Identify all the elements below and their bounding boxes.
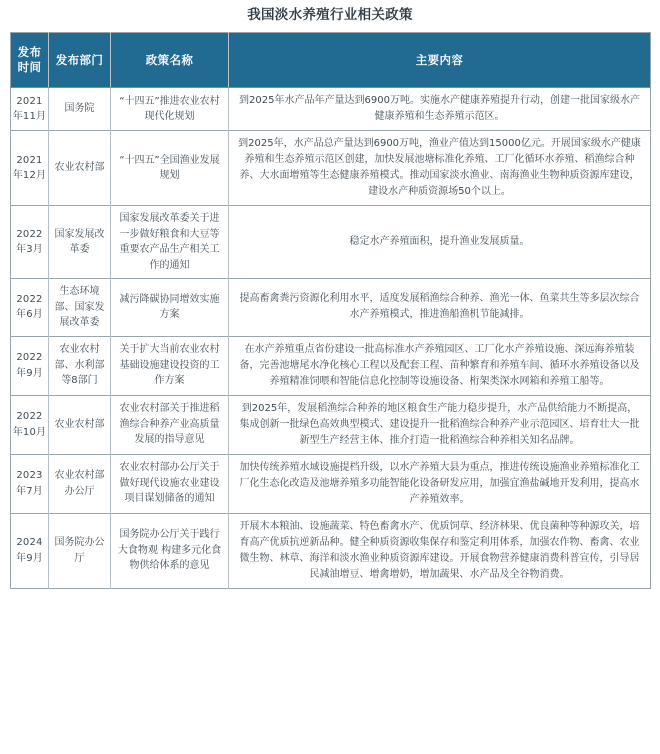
- cell-publish-time: 2024年9月: [11, 513, 49, 588]
- table-row: [11, 336, 651, 395]
- cell-policy-name: 农业农村部关于推进稻渔综合种养产业高质量发展的指导意见: [111, 395, 229, 454]
- page-title: 我国淡水养殖行业相关政策: [247, 7, 413, 23]
- cell-publish-time: 2022年10月: [11, 395, 49, 454]
- cell-department: 农业农村部、水利部等8部门: [49, 336, 111, 395]
- cell-policy-name: “十四五”全国渔业发展规划: [111, 131, 229, 206]
- cell-publish-time: 2022年3月: [11, 206, 49, 279]
- table-row: [11, 279, 651, 337]
- column-header-time-line2: 时间: [17, 60, 42, 74]
- cell-policy-name: 减污降碳协同增效实施方案: [111, 279, 229, 337]
- cell-main-content: 到2025年，水产品总产量达到6900万吨，渔业产值达到15000亿元。开展国家级水产健康养殖和生态养殖示范区创建，加快发展池塘标准化养殖、工厂化循环水养殖、稻渔综合种养、大水面增殖等生态健康养殖模式。推动国家淡水渔业、南海渔业生物种质资源库建设，建设水产种质资源场50个以上。: [229, 131, 651, 206]
- cell-department: 国务院办公厅: [49, 513, 111, 588]
- cell-main-content: 提高畜禽粪污资源化利用水平，适度发展稻渔综合种养、渔光一体、鱼菜共生等多层次综合水产养殖模式，推进渔船渔机节能减排。: [229, 279, 651, 337]
- cell-main-content: 到2025年水产品年产量达到6900万吨。实施水产健康养殖提升行动，创建一批国家级水产健康养殖和生态养殖示范区。: [229, 88, 651, 131]
- table-row: [11, 513, 651, 588]
- cell-publish-time: 2021年11月: [11, 88, 49, 131]
- column-header-department: 发布部门: [49, 33, 111, 88]
- table-header: [11, 33, 651, 88]
- cell-department: 国务院: [49, 88, 111, 131]
- column-header-time-line1: 发布: [17, 45, 42, 59]
- cell-department: 国家发展改革委: [49, 206, 111, 279]
- table-row: [11, 206, 651, 279]
- table-container: [10, 32, 650, 589]
- table-row: [11, 131, 651, 206]
- cell-policy-name: “十四五”推进农业农村现代化规划: [111, 88, 229, 131]
- cell-main-content: 开展木本粮油、设施蔬菜、特色畜禽水产、优质饲草、经济林果、优良菌种等种源攻关，培育高产优质抗逆新品种。健全种质资源收集保存和鉴定利用体系，加强农作物、畜禽、农业微生物、林草、海洋和淡水渔业种质资源库建设。开展食物营养健康消费科普宣传，引导居民减油增豆、增禽增奶，增加蔬果、水产品及全谷物消费。: [229, 513, 651, 588]
- cell-policy-name: 农业农村部办公厅关于做好现代设施农业建设项目谋划储备的通知: [111, 454, 229, 513]
- cell-department: 农业农村部: [49, 131, 111, 206]
- header-row: [11, 33, 651, 88]
- cell-publish-time: 2023年7月: [11, 454, 49, 513]
- cell-main-content: 稳定水产养殖面积，提升渔业发展质量。: [229, 206, 651, 279]
- policy-table: [10, 32, 651, 589]
- column-header-time: [11, 33, 49, 88]
- cell-department: 农业农村部: [49, 395, 111, 454]
- table-row: [11, 454, 651, 513]
- cell-publish-time: 2021年12月: [11, 131, 49, 206]
- cell-main-content: 到2025年，发展稻渔综合种养的地区粮食生产能力稳步提升，水产品供给能力不断提高，集成创新一批绿色高效典型模式、建设提升一批稻渔综合种养产业示范园区、培育壮大一批新型生产经营主体、推介打造一批稻渔综合种养相关知名品牌。: [229, 395, 651, 454]
- cell-main-content: 加快传统养殖水域设施提档升级，以水产养殖大县为重点，推进传统设施渔业养殖标准化工厂化生态化改造及池塘养殖多功能智能化设备研发应用，加强宜渔盐碱地开发利用，提高水产养殖效率。: [229, 454, 651, 513]
- cell-policy-name: 关于扩大当前农业农村基础设施建设投资的工作方案: [111, 336, 229, 395]
- column-header-policy-name: 政策名称: [111, 33, 229, 88]
- table-row: [11, 395, 651, 454]
- cell-department: 生态环境部、国家发展改革委: [49, 279, 111, 337]
- cell-publish-time: 2022年9月: [11, 336, 49, 395]
- cell-policy-name: 国家发展改革委关于进一步做好粮食和大豆等重要农产品生产相关工作的通知: [111, 206, 229, 279]
- cell-main-content: 在水产养殖重点省份建设一批高标准水产养殖园区、工厂化水产养殖设施、深远海养殖装备，完善池塘尾水净化核心工程以及配套工程、苗种繁育和养殖车间、循环水养殖设备以及养殖精准饲喂和智能信息化控制等设施设备、桁架类深水网箱和养殖工船等。: [229, 336, 651, 395]
- cell-policy-name: 国务院办公厅关于践行大食物观 构建多元化食物供给体系的意见: [111, 513, 229, 588]
- cell-department: 农业农村部办公厅: [49, 454, 111, 513]
- column-header-main-content: 主要内容: [229, 33, 651, 88]
- cell-publish-time: 2022年6月: [11, 279, 49, 337]
- table-body: [11, 88, 651, 589]
- table-row: [11, 88, 651, 131]
